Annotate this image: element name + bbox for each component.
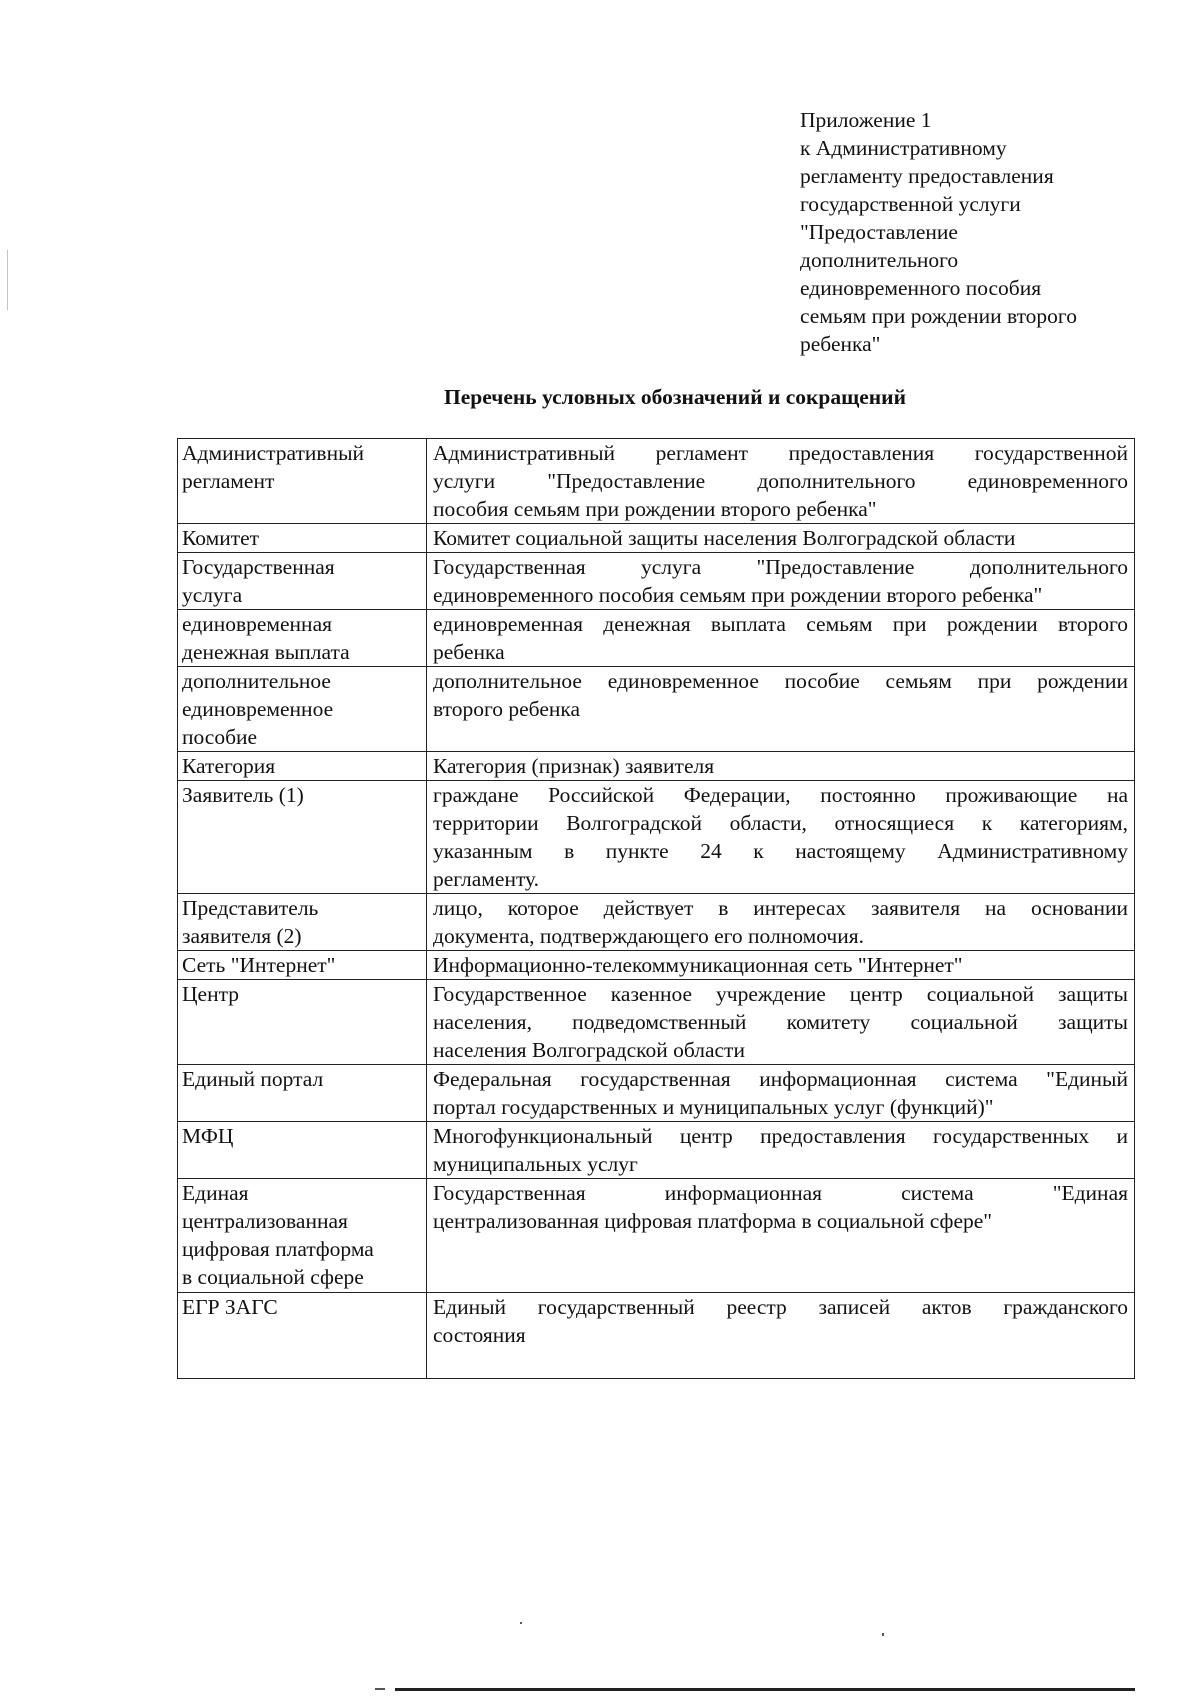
annex-line: семьям при рождении второго	[800, 304, 1077, 328]
term-line: денежная выплата	[182, 640, 350, 664]
term-line: пособие	[182, 725, 258, 749]
annex-line: Приложение 1	[800, 108, 932, 132]
definition-line: указанным в пункте 24 к настоящему Административному	[433, 839, 1128, 863]
term-cell	[178, 553, 427, 610]
definition-line: граждане Российской Федерации, постоянно проживающие на	[433, 783, 1128, 807]
scan-artifact	[882, 1633, 884, 1636]
term-line: Комитет	[182, 526, 260, 550]
term-line: единовременная	[182, 612, 332, 636]
definition-line: Административный регламент предоставления государственной	[433, 441, 1128, 465]
abbreviations-table-body	[178, 439, 1135, 1379]
term-cell	[178, 1065, 427, 1122]
term-cell	[178, 894, 427, 951]
table-row	[178, 667, 1135, 752]
table-row	[178, 951, 1135, 980]
annex-line: единовременного пособия	[800, 276, 1042, 300]
term-cell	[178, 1122, 427, 1179]
bottom-rule	[395, 1688, 1135, 1691]
term-line: заявителя (2)	[182, 924, 302, 948]
definition-line: Многофункциональный центр предоставления государственных и	[433, 1124, 1128, 1148]
term-cell	[178, 1179, 427, 1293]
term-line: в социальной сфере	[182, 1265, 364, 1289]
definition-cell	[427, 1122, 1135, 1179]
definition-line: Государственное казенное учреждение центр социальной защиты	[433, 982, 1128, 1006]
definition-line: единовременного пособия семьям при рождении второго ребенка"	[433, 583, 1043, 607]
annex-header	[800, 106, 1130, 358]
definition-line: услуги "Предоставление дополнительного единовременного	[433, 469, 1128, 493]
term-line: Заявитель (1)	[182, 783, 304, 807]
term-line: Представитель	[182, 896, 319, 920]
definition-cell	[427, 951, 1135, 980]
term-cell	[178, 524, 427, 553]
term-line: Категория	[182, 754, 276, 778]
definition-line: Федеральная государственная информационная система "Единый	[433, 1067, 1128, 1091]
definition-line: населения, подведомственный комитету социальной защиты	[433, 1010, 1128, 1034]
term-cell	[178, 980, 427, 1065]
definition-line: второго ребенка	[433, 697, 581, 721]
definition-cell	[427, 781, 1135, 894]
term-cell	[178, 752, 427, 781]
definition-line: Единый государственный реестр записей актов гражданского	[433, 1295, 1128, 1319]
definition-cell	[427, 553, 1135, 610]
term-line: дополнительное	[182, 669, 331, 693]
definition-line: единовременная денежная выплата семьям при рождении второго	[433, 612, 1128, 636]
definition-cell	[427, 1293, 1135, 1379]
definition-line: состояния	[433, 1323, 526, 1347]
annex-line: регламенту предоставления	[800, 164, 1054, 188]
table-row	[178, 1065, 1135, 1122]
table-row	[178, 781, 1135, 894]
term-cell	[178, 439, 427, 524]
definition-line: территории Волгоградской области, относящиеся к категориям,	[433, 811, 1128, 835]
definition-line: пособия семьям при рождении второго ребенка"	[433, 497, 877, 521]
definition-line: Государственная услуга "Предоставление дополнительного	[433, 555, 1128, 579]
term-cell	[178, 610, 427, 667]
definition-line: ребенка	[433, 640, 505, 664]
document-title: Перечень условных обозначений и сокращений	[444, 385, 906, 409]
table-row	[178, 610, 1135, 667]
term-line: ЕГР ЗАГС	[182, 1295, 278, 1319]
definition-cell	[427, 667, 1135, 752]
table-row	[178, 1122, 1135, 1179]
term-line: централизованная	[182, 1209, 348, 1233]
definition-cell	[427, 980, 1135, 1065]
table-row	[178, 439, 1135, 524]
annex-line: дополнительного	[800, 248, 959, 272]
definition-cell	[427, 610, 1135, 667]
definition-line: Комитет социальной защиты населения Волгоградской области	[433, 526, 1016, 550]
term-cell	[178, 1293, 427, 1379]
table-row	[178, 553, 1135, 610]
definition-cell	[427, 524, 1135, 553]
definition-line: централизованная цифровая платформа в социальной сфере"	[433, 1209, 993, 1233]
term-line: Единый портал	[182, 1067, 324, 1091]
term-line: услуга	[182, 583, 243, 607]
annex-line: государственной услуги	[800, 192, 1021, 216]
table-row	[178, 752, 1135, 781]
scan-artifact	[7, 250, 8, 310]
term-line: Сеть "Интернет"	[182, 953, 336, 977]
definition-line: документа, подтверждающего его полномочия.	[433, 924, 864, 948]
definition-line: Категория (признак) заявителя	[433, 754, 715, 778]
definition-line: населения Волгоградской области	[433, 1038, 745, 1062]
definition-line: регламенту.	[433, 867, 540, 891]
scan-artifact	[375, 1688, 385, 1690]
definition-cell	[427, 1179, 1135, 1293]
term-cell	[178, 781, 427, 894]
annex-line: ребенка"	[800, 332, 881, 356]
definition-cell	[427, 894, 1135, 951]
definition-cell	[427, 752, 1135, 781]
definition-line: Государственная информационная система "Единая	[433, 1181, 1128, 1205]
abbreviations-table	[177, 438, 1135, 1379]
scan-artifact	[520, 1622, 522, 1624]
term-line: регламент	[182, 469, 275, 493]
table-row	[178, 980, 1135, 1065]
definition-line: Информационно-телекоммуникационная сеть "Интернет"	[433, 953, 963, 977]
annex-line: к Административному	[800, 136, 1007, 160]
term-cell	[178, 951, 427, 980]
definition-line: муниципальных услуг	[433, 1152, 638, 1176]
table-row	[178, 524, 1135, 553]
table-row	[178, 1179, 1135, 1293]
definition-cell	[427, 439, 1135, 524]
definition-line: портал государственных и муниципальных услуг (функций)"	[433, 1095, 994, 1119]
term-line: Единая	[182, 1181, 249, 1205]
definition-line: дополнительное единовременное пособие семьям при рождении	[433, 669, 1128, 693]
term-cell	[178, 667, 427, 752]
term-line: Государственная	[182, 555, 335, 579]
definition-cell	[427, 1065, 1135, 1122]
table-row	[178, 894, 1135, 951]
term-line: единовременное	[182, 697, 334, 721]
annex-line: "Предоставление	[800, 220, 958, 244]
definition-line: лицо, которое действует в интересах заявителя на основании	[433, 896, 1128, 920]
table-row	[178, 1293, 1135, 1379]
term-line: МФЦ	[182, 1124, 234, 1148]
term-line: цифровая платформа	[182, 1237, 374, 1261]
term-line: Центр	[182, 982, 239, 1006]
term-line: Административный	[182, 441, 365, 465]
